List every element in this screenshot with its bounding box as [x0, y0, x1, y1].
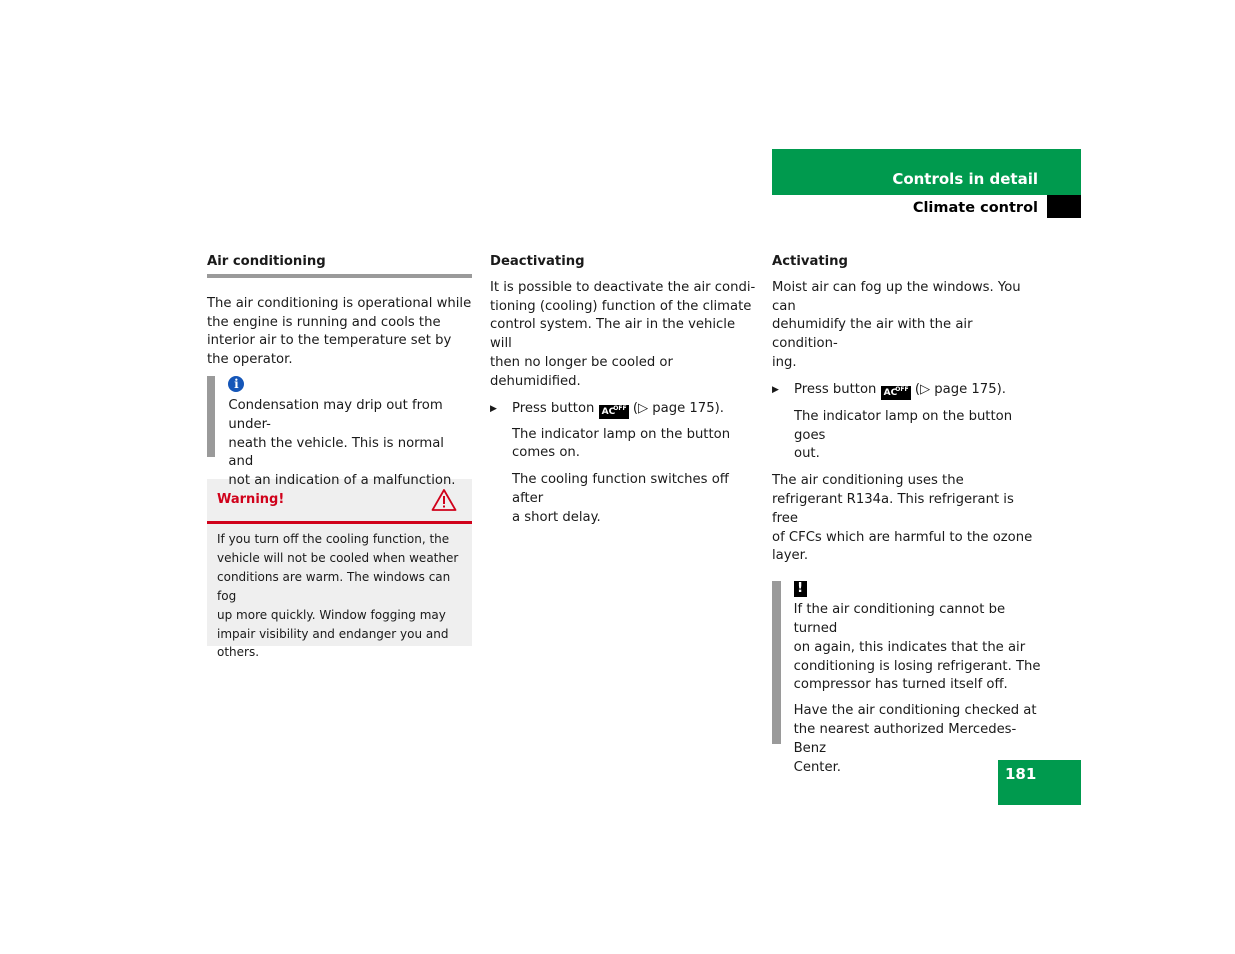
heading-rule	[207, 274, 472, 278]
info-text: Condensation may drip out from under- neath the vehicle. This is normal and not an indication of a malfunction.	[228, 397, 456, 489]
section-title: Controls in detail	[892, 170, 1038, 188]
deactivate-result-1: The indicator lamp on the button comes on.	[512, 426, 731, 461]
refrigerant-paragraph: The air conditioning uses the refrigerant R134a. This refrigerant is free of CFCs which are harmful to the ozone layer.	[772, 473, 1033, 564]
bullet-arrow-icon: ▶	[772, 384, 779, 395]
activate-result: The indicator lamp on the button goes out.	[794, 408, 1013, 462]
deactivating-heading: Deactivating	[490, 254, 585, 269]
warning-box	[207, 479, 472, 660]
info-icon: i	[228, 376, 244, 392]
bullet-arrow-icon: ▶	[490, 403, 497, 414]
intro-paragraph: The air conditioning is operational while the engine is running and cools the interior air to the temperature set by the operator.	[207, 295, 472, 368]
activate-step: ▶ Press button AC OFF (▷ page 175).	[772, 381, 1006, 398]
header-marker	[1047, 195, 1081, 218]
notice-text-2: Have the air conditioning checked at the nearest authorized Mercedes-Benz Center.	[793, 703, 1037, 775]
activating-heading: Activating	[772, 254, 848, 269]
warning-title: Warning!	[217, 491, 285, 507]
info-box	[207, 376, 472, 489]
ac-off-button-icon: AC OFF	[881, 386, 911, 400]
middle-column	[490, 253, 760, 528]
notice-text-1: If the air conditioning cannot be turned on again, this indicates that the air conditioning is losing refrigerant. The compressor has turned itself off.	[793, 602, 1041, 693]
subsection-title: Climate control	[912, 200, 1038, 216]
exclamation-icon: !	[794, 581, 807, 597]
deactivate-result-2: The cooling function switches off after a short delay.	[512, 472, 729, 525]
notice-bar	[772, 581, 781, 744]
page-number-tab	[998, 760, 1081, 805]
info-bar	[207, 376, 215, 457]
warning-text: If you turn off the cooling function, the vehicle will not be cooled when weather conditions are warm. The windows can fog up more quickly. Window fogging may impair visibility and endanger you and others.	[217, 531, 459, 660]
ac-off-button-icon: AC OFF	[599, 405, 629, 419]
left-column	[207, 253, 472, 660]
warning-triangle-icon	[431, 488, 457, 512]
air-conditioning-heading: Air conditioning	[207, 254, 326, 269]
deactivate-step: ▶ Press button AC OFF (▷ page 175).	[490, 400, 724, 417]
page-number: 181	[1005, 765, 1037, 783]
activating-intro: Moist air can fog up the windows. You can dehumidify the air with the air condition- ing.	[772, 279, 1021, 370]
deactivating-intro: It is possible to deactivate the air condi- tioning (cooling) function of the climate control system. The air in the vehicle will then no longer be cooled or dehumidified.	[490, 279, 756, 389]
